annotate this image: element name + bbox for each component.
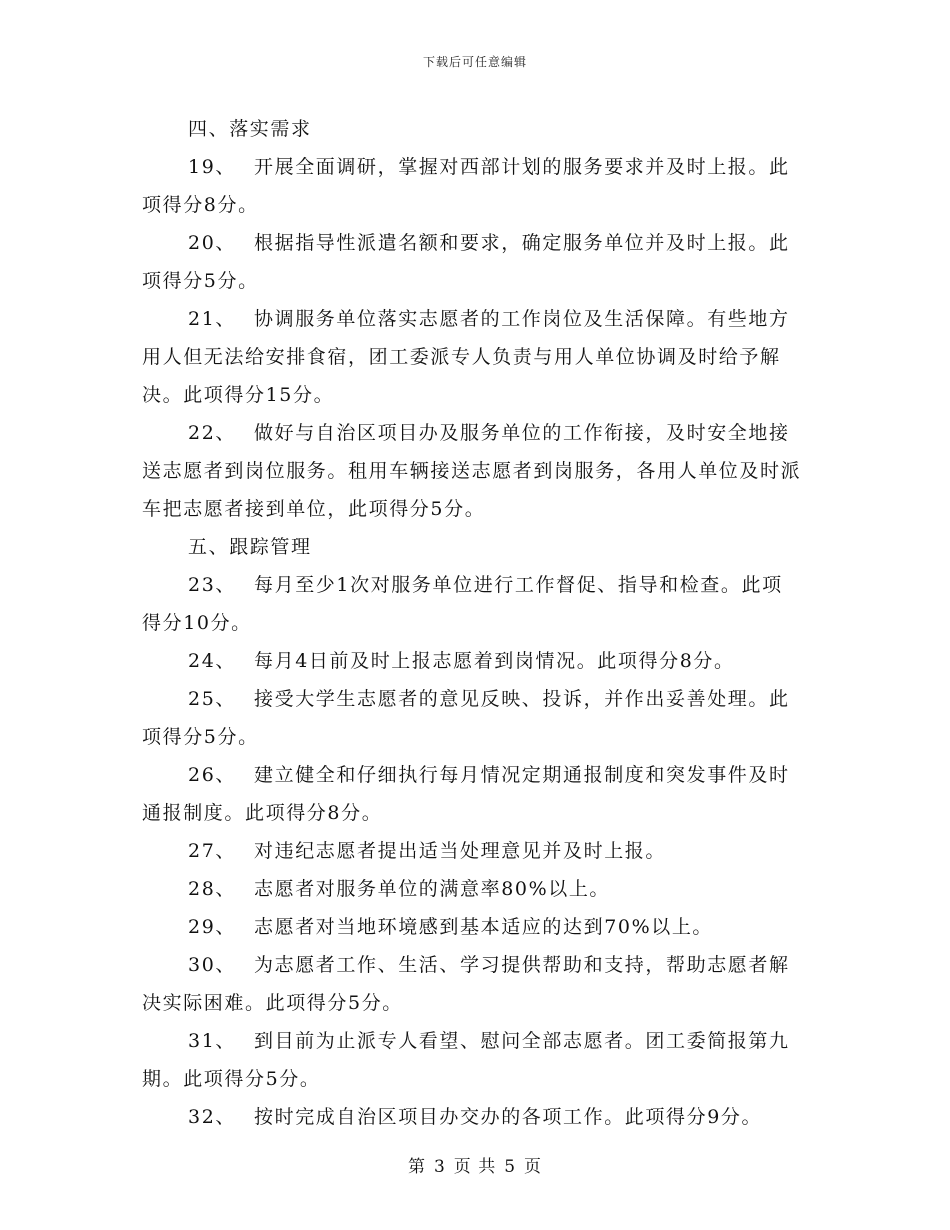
item-text: 根据指导性派遣名额和要求，确定服务单位并及时上报。此项得分5分。 <box>142 232 790 292</box>
item-text: 志愿者对服务单位的满意率80%以上。 <box>254 878 611 900</box>
item-text: 做好与自治区项目办及服务单位的工作衔接，及时安全地接送志愿者到岗位服务。租用车辆接送志愿者到岗服务，各用人单位及时派车把志愿者接到单位，此项得分5分。 <box>142 422 802 520</box>
document-body <box>142 110 802 1136</box>
item-text: 协调服务单位落实志愿者的工作岗位及生活保障。有些地方用人但无法给安排食宿，团工委派专人负责与用人单位协调及时给予解决。此项得分15分。 <box>142 308 790 406</box>
item-text: 志愿者对当地环境感到基本适应的达到70%以上。 <box>254 916 714 938</box>
item-number: 30、 <box>188 954 236 976</box>
item-text: 接受大学生志愿者的意见反映、投诉，并作出妥善处理。此项得分5分。 <box>142 688 790 748</box>
item-text: 每月4日前及时上报志愿着到岗情况。此项得分8分。 <box>254 650 735 672</box>
section-heading-5: 五、跟踪管理 <box>188 536 312 558</box>
list-item-23 <box>142 566 802 642</box>
item-number: 19、 <box>188 156 236 178</box>
list-item-28 <box>142 870 802 908</box>
page-suffix: 页 <box>524 1157 543 1177</box>
item-text: 开展全面调研，掌握对西部计划的服务要求并及时上报。此项得分8分。 <box>142 156 790 216</box>
item-number: 29、 <box>188 916 236 938</box>
page-footer <box>0 1152 950 1177</box>
item-number: 27、 <box>188 840 236 862</box>
item-number: 24、 <box>188 650 236 672</box>
item-text: 建立健全和仔细执行每月情况定期通报制度和突发事件及时通报制度。此项得分8分。 <box>142 764 790 824</box>
list-item-32 <box>142 1098 802 1136</box>
item-number: 22、 <box>188 422 236 444</box>
item-number: 26、 <box>188 764 236 786</box>
item-number: 25、 <box>188 688 236 710</box>
list-item-20 <box>142 224 802 300</box>
item-number: 21、 <box>188 308 236 330</box>
page-total: 5 <box>504 1157 517 1177</box>
item-text: 每月至少1次对服务单位进行工作督促、指导和检查。此项得分10分。 <box>142 574 783 634</box>
item-number: 32、 <box>188 1106 236 1128</box>
page-mid: 页 共 <box>453 1157 497 1177</box>
list-item-30 <box>142 946 802 1022</box>
item-text: 按时完成自治区项目办交办的各项工作。此项得分9分。 <box>254 1106 763 1128</box>
list-item-27 <box>142 832 802 870</box>
item-number: 23、 <box>188 574 236 596</box>
item-number: 31、 <box>188 1030 236 1052</box>
list-item-25 <box>142 680 802 756</box>
item-number: 28、 <box>188 878 236 900</box>
list-item-24 <box>142 642 802 680</box>
page-current: 3 <box>433 1157 446 1177</box>
list-item-22 <box>142 414 802 528</box>
list-item-26 <box>142 756 802 832</box>
item-text: 为志愿者工作、生活、学习提供帮助和支持，帮助志愿者解决实际困难。此项得分5分。 <box>142 954 790 1014</box>
page-header: 下载后可任意编辑 <box>422 55 527 69</box>
item-text: 到目前为止派专人看望、慰问全部志愿者。团工委简报第九期。此项得分5分。 <box>142 1030 790 1090</box>
list-item-29 <box>142 908 802 946</box>
section-heading-4: 四、落实需求 <box>188 118 312 140</box>
item-number: 20、 <box>188 232 236 254</box>
list-item-19 <box>142 148 802 224</box>
list-item-31 <box>142 1022 802 1098</box>
page-prefix: 第 <box>407 1157 426 1177</box>
item-text: 对违纪志愿者提出适当处理意见并及时上报。 <box>254 840 667 862</box>
list-item-21 <box>142 300 802 414</box>
